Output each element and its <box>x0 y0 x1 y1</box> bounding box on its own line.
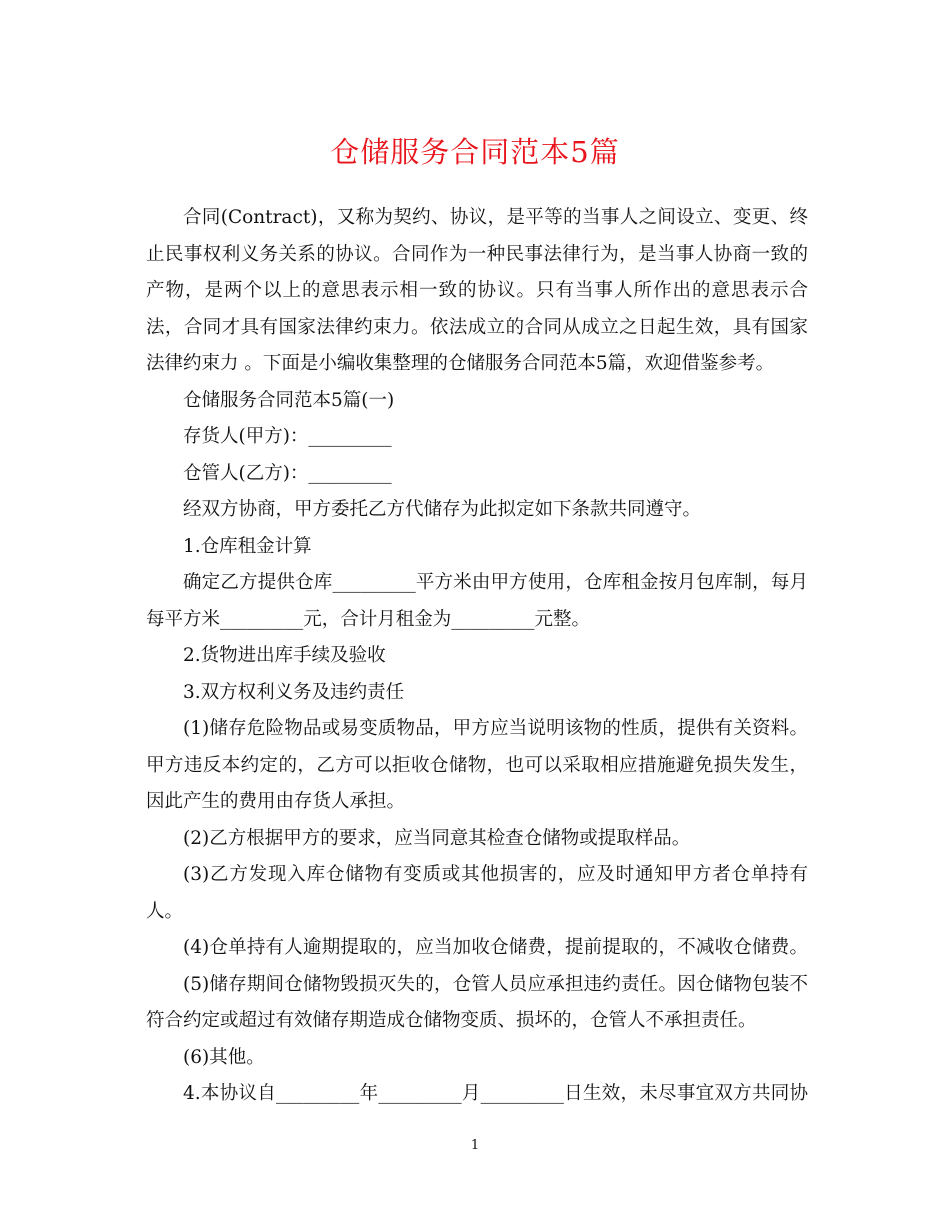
text-line: 每平方米_________元，合计月租金为_________元整。 <box>146 608 591 630</box>
text-line: 4.本协议自_________年_________月_________日生效，未尽事宜双方共同协 <box>183 1083 808 1104</box>
text-line: (6)其他。 <box>183 1046 265 1068</box>
document-title: 仓储服务合同范本5篇 <box>330 135 620 169</box>
text-line: 合同(Contract)，又称为契约、协议，是平等的当事人之间设立、变更、终 <box>183 207 808 228</box>
text-line: 因此产生的费用由存货人承担。 <box>146 791 406 812</box>
document-body <box>146 200 808 1113</box>
text-line: (1)储存危险物品或易变质物品，甲方应当说明该物的性质，提供有关资料。 <box>183 718 808 739</box>
text-line: (2)乙方根据甲方的要求，应当同意其检查仓储物或提取样品。 <box>183 827 691 849</box>
text-line: (3)乙方发现入库仓储物有变质或其他损害的，应及时通知甲方者仓单持有 <box>183 864 808 885</box>
text-line: 符合约定或超过有效储存期造成仓储物变质、损坏的，仓管人不承担责任。 <box>146 1010 757 1031</box>
text-line: 止民事权利义务关系的协议。合同作为一种民事法律行为，是当事人协商一致的 <box>146 243 808 265</box>
text-line: 仓管人(乙方)：_________ <box>183 462 392 484</box>
text-line: (5)储存期间仓储物毁损灭失的，仓管人员应承担违约责任。因仓储物包装不 <box>183 973 808 995</box>
text-line: 2.货物进出库手续及验收 <box>183 645 386 666</box>
page-number: 1 <box>470 1138 480 1153</box>
text-line: 法律约束力 。下面是小编收集整理的仓储服务合同范本5篇，欢迎借鉴参考。 <box>146 353 775 374</box>
text-line: (4)仓单持有人逾期提取的，应当加收仓储费，提前提取的，不减收仓储费。 <box>183 937 808 958</box>
text-line: 甲方违反本约定的，乙方可以拒收仓储物，也可以采取相应措施避免损失发生， <box>146 754 808 776</box>
text-line: 确定乙方提供仓库_________平方米由甲方使用，仓库租金按月包库制，每月 <box>183 572 808 593</box>
text-line: 产物，是两个以上的意思表示相一致的协议。只有当事人所作出的意思表示合 <box>146 280 808 301</box>
text-line: 法，合同才具有国家法律约束力。依法成立的合同从成立之日起生效，具有国家 <box>146 316 808 338</box>
text-line: 3.双方权利义务及违约责任 <box>183 681 405 703</box>
text-line: 存货人(甲方)：_________ <box>183 426 392 447</box>
text-line: 人。 <box>146 900 184 922</box>
text-line: 经双方协商，甲方委托乙方代储存为此拟定如下条款共同遵守。 <box>183 499 702 520</box>
text-line: 1.仓库租金计算 <box>183 535 312 557</box>
text-line: 仓储服务合同范本5篇(一) <box>183 389 395 411</box>
